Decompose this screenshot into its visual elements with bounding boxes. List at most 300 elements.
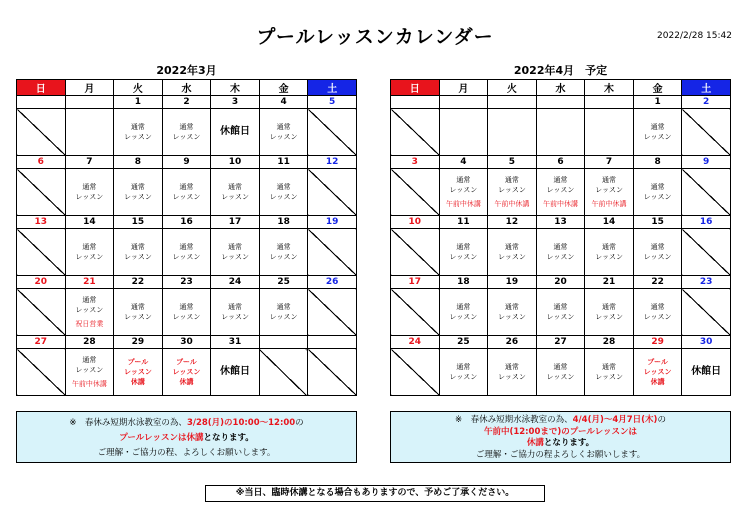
day-cell (391, 349, 440, 396)
day-cell (259, 349, 308, 396)
day-cell (259, 289, 308, 336)
notice-highlight: プールレッスンは休講 (119, 433, 204, 443)
lesson-label: 通常 (456, 243, 471, 251)
week-day-numbers (391, 276, 731, 289)
week-content (391, 289, 731, 336)
lesson-label: 通常 (179, 183, 194, 191)
day-cell (259, 169, 308, 216)
lesson-label: 通常 (602, 243, 617, 251)
march-calendar (16, 64, 357, 396)
day-number: 2 (162, 96, 211, 109)
day-number: 7 (65, 156, 114, 169)
lesson-label: 通常 (82, 243, 97, 251)
cell-note: 午前中休講 (542, 200, 578, 208)
day-cell (17, 289, 66, 336)
lesson-label: レッスン (643, 368, 672, 376)
lesson-label: レッスン (269, 253, 298, 261)
lesson-label: レッスン (449, 253, 478, 261)
lesson-label: レッスン (595, 373, 623, 381)
week-content (17, 289, 357, 336)
week-content (391, 349, 731, 396)
week-day-numbers (391, 156, 731, 169)
lesson-label: レッスン (172, 253, 201, 261)
notice-line: ご理解・ご協力の程よろしくお願いします。 (475, 449, 646, 460)
day-cell (439, 289, 488, 336)
lesson-label: レッスン (221, 193, 249, 201)
lesson-label: 通常 (456, 303, 471, 311)
notice-line (17, 431, 356, 446)
lesson-label: レッスン (643, 193, 672, 201)
day-cell (391, 109, 440, 156)
day-cell (17, 109, 66, 156)
lesson-label: レッスン (269, 313, 298, 321)
day-number: 4 (259, 96, 308, 109)
weekday-sat: 土 (308, 80, 357, 96)
lesson-label: 通常 (602, 363, 617, 371)
lesson-label: 通常 (179, 243, 194, 251)
week-content (391, 109, 731, 156)
cell-note: 祝日営業 (75, 320, 104, 328)
day-number: 26 (488, 336, 537, 349)
day-number (259, 336, 308, 349)
april-title: 2022年4月 予定 (513, 64, 608, 77)
march-title: 2022年3月 (156, 64, 217, 77)
day-number: 20 (17, 276, 66, 289)
day-cell (391, 229, 440, 276)
day-number: 3 (211, 96, 260, 109)
day-number (391, 96, 440, 109)
lesson-label: レッスン (75, 306, 104, 314)
day-number: 25 (439, 336, 488, 349)
notice-text: となります。 (203, 433, 254, 443)
day-number: 29 (114, 336, 163, 349)
lesson-label: 通常 (553, 176, 568, 184)
day-number: 17 (391, 276, 440, 289)
day-cell (114, 289, 163, 336)
page-title: プールレッスンカレンダー (256, 26, 494, 48)
lesson-label: 通常 (276, 243, 291, 251)
day-number: 2 (682, 96, 731, 109)
lesson-label: レッスン (269, 133, 298, 141)
lesson-label: レッスン (546, 313, 575, 321)
lesson-label: レッスン (643, 253, 672, 261)
lesson-label: 通常 (650, 183, 665, 191)
day-cell (114, 109, 163, 156)
weekday-thu: 木 (585, 80, 634, 96)
day-number (585, 96, 634, 109)
lesson-label: プール (647, 358, 668, 366)
lesson-label: レッスン (449, 373, 478, 381)
lesson-label: 通常 (553, 363, 568, 371)
day-number: 27 (536, 336, 585, 349)
lesson-label: 休講 (179, 378, 194, 386)
day-number: 18 (439, 276, 488, 289)
weekday-thu: 木 (211, 80, 260, 96)
day-cell (114, 349, 163, 396)
day-cell (391, 169, 440, 216)
day-number: 17 (211, 216, 260, 229)
day-number: 19 (488, 276, 537, 289)
lesson-label: レッスン (172, 368, 201, 376)
day-cell (633, 289, 682, 336)
lesson-label: レッスン (75, 193, 104, 201)
notice-line (17, 416, 356, 431)
lesson-label: レッスン (172, 313, 201, 321)
day-number: 22 (114, 276, 163, 289)
day-cell (259, 229, 308, 276)
day-cell (488, 169, 537, 216)
day-cell (633, 349, 682, 396)
day-number: 8 (114, 156, 163, 169)
lesson-label: 休講 (130, 378, 145, 386)
day-cell (65, 229, 114, 276)
day-number: 24 (211, 276, 260, 289)
notice-text: となります。 (543, 438, 595, 448)
lesson-label: 通常 (228, 303, 243, 311)
day-number: 27 (17, 336, 66, 349)
day-number: 26 (308, 276, 357, 289)
week-day-numbers (17, 216, 357, 229)
day-cell (585, 289, 634, 336)
lesson-label: 通常 (504, 303, 519, 311)
day-cell (211, 109, 260, 156)
day-cell (682, 169, 731, 216)
day-number: 11 (439, 216, 488, 229)
day-number: 22 (633, 276, 682, 289)
notice-text: の (295, 418, 304, 428)
lesson-label: 通常 (650, 303, 665, 311)
weekday-header (17, 80, 357, 96)
day-cell (162, 169, 211, 216)
day-number: 12 (488, 216, 537, 229)
lesson-label: レッスン (595, 313, 623, 321)
day-cell (17, 349, 66, 396)
day-cell (114, 229, 163, 276)
lesson-label: レッスン (172, 193, 201, 201)
day-number: 1 (114, 96, 163, 109)
lesson-label: 通常 (82, 356, 97, 364)
day-cell (536, 349, 585, 396)
day-cell (162, 349, 211, 396)
lesson-label: レッスン (497, 373, 526, 381)
week-content (391, 229, 731, 276)
lesson-label: レッスン (643, 313, 672, 321)
day-number: 25 (259, 276, 308, 289)
day-number: 6 (536, 156, 585, 169)
cell-note: 午前中休講 (71, 380, 107, 388)
day-cell (585, 109, 634, 156)
day-number (17, 96, 66, 109)
day-cell (488, 229, 537, 276)
lesson-label: レッスン (123, 193, 152, 201)
day-number: 4 (439, 156, 488, 169)
april-table (390, 79, 731, 396)
day-number (65, 96, 114, 109)
lesson-label: 休講 (650, 378, 665, 386)
day-number: 6 (17, 156, 66, 169)
day-number (308, 336, 357, 349)
lesson-label: レッスン (546, 186, 575, 194)
day-number: 1 (633, 96, 682, 109)
lesson-label: 通常 (456, 363, 471, 371)
lesson-label: 通常 (130, 303, 145, 311)
day-cell (536, 169, 585, 216)
day-cell (536, 229, 585, 276)
day-cell (65, 349, 114, 396)
lesson-label: レッスン (221, 313, 249, 321)
day-cell (633, 109, 682, 156)
lesson-label: 通常 (228, 243, 243, 251)
day-number: 14 (65, 216, 114, 229)
cell-note: 午前中休講 (494, 200, 530, 208)
day-cell (211, 229, 260, 276)
day-number: 30 (682, 336, 731, 349)
week-day-numbers (17, 96, 357, 109)
lesson-label: 通常 (179, 303, 194, 311)
lesson-label: 通常 (553, 303, 568, 311)
lesson-label: 通常 (504, 363, 519, 371)
lesson-label: 通常 (504, 176, 519, 184)
day-number: 28 (65, 336, 114, 349)
cell-note: 午前中休講 (445, 200, 481, 208)
day-number: 23 (682, 276, 731, 289)
notice-line (391, 438, 730, 450)
day-cell (682, 229, 731, 276)
day-cell (439, 229, 488, 276)
day-number: 9 (162, 156, 211, 169)
lesson-label: プール (176, 358, 197, 366)
march-weeks (17, 96, 357, 396)
weekday-mon: 月 (439, 80, 488, 96)
week-day-numbers (17, 336, 357, 349)
lesson-label: レッスン (595, 253, 623, 261)
day-number: 28 (585, 336, 634, 349)
lesson-label: 通常 (456, 176, 471, 184)
day-cell (488, 289, 537, 336)
day-number: 13 (536, 216, 585, 229)
day-cell (488, 349, 537, 396)
day-number: 10 (211, 156, 260, 169)
week-day-numbers (17, 276, 357, 289)
weekday-tue: 火 (488, 80, 537, 96)
day-number: 11 (259, 156, 308, 169)
day-number: 30 (162, 336, 211, 349)
day-cell (211, 169, 260, 216)
lesson-label: 通常 (82, 296, 97, 304)
weekday-mon: 月 (65, 80, 114, 96)
week-day-numbers (391, 96, 731, 109)
day-number: 21 (585, 276, 634, 289)
day-cell (259, 109, 308, 156)
timestamp: 2022/2/28 15:42 (657, 31, 732, 41)
day-cell (211, 289, 260, 336)
notice-text: の (657, 415, 666, 425)
week-content (17, 169, 357, 216)
week-day-numbers (391, 336, 731, 349)
lesson-label: 通常 (650, 243, 665, 251)
lesson-label: 通常 (179, 123, 194, 131)
day-number: 18 (259, 216, 308, 229)
closed-label: 休館日 (691, 366, 722, 377)
notice-date: 3/28(月)の10:00～12:00 (186, 418, 296, 428)
day-cell (308, 289, 357, 336)
week-content (17, 349, 357, 396)
day-cell (308, 349, 357, 396)
day-cell (536, 109, 585, 156)
notice-text: ※ 春休み短期水泳教室の為、 (455, 415, 573, 425)
day-cell (682, 349, 731, 396)
lesson-label: 通常 (82, 183, 97, 191)
notice-line (391, 415, 730, 427)
lesson-label: レッスン (643, 133, 672, 141)
day-cell (308, 229, 357, 276)
day-cell (114, 169, 163, 216)
weekday-fri: 金 (633, 80, 682, 96)
day-cell (211, 349, 260, 396)
day-number: 23 (162, 276, 211, 289)
march-notice (16, 411, 357, 463)
day-cell (65, 109, 114, 156)
weekday-fri: 金 (259, 80, 308, 96)
lesson-label: レッスン (123, 368, 152, 376)
lesson-label: レッスン (546, 373, 575, 381)
day-cell (162, 289, 211, 336)
lesson-label: レッスン (449, 186, 478, 194)
week-content (391, 169, 731, 216)
day-number: 12 (308, 156, 357, 169)
closed-label: 休館日 (220, 366, 251, 377)
day-cell (585, 229, 634, 276)
day-number: 16 (682, 216, 731, 229)
lesson-label: 通常 (276, 303, 291, 311)
day-cell (682, 109, 731, 156)
day-cell (439, 109, 488, 156)
lesson-label: 通常 (130, 243, 145, 251)
lesson-label: 通常 (602, 303, 617, 311)
day-number: 7 (585, 156, 634, 169)
day-cell (308, 169, 357, 216)
lesson-label: レッスン (497, 253, 526, 261)
lesson-label: レッスン (75, 366, 104, 374)
week-day-numbers (17, 156, 357, 169)
day-cell (162, 109, 211, 156)
day-number: 14 (585, 216, 634, 229)
day-number: 5 (488, 156, 537, 169)
lesson-label: 通常 (130, 123, 145, 131)
week-content (17, 229, 357, 276)
notice-text: ※ 春休み短期水泳教室の為、 (69, 418, 187, 428)
lesson-label: レッスン (123, 253, 152, 261)
notice-highlight: 休講 (526, 438, 544, 448)
notice-highlight: 午前中(12:00まで)のプールレッスンは (483, 426, 638, 437)
day-number: 5 (308, 96, 357, 109)
day-cell (65, 169, 114, 216)
day-cell (585, 169, 634, 216)
weekday-sun: 日 (391, 80, 440, 96)
cell-note: 午前中休講 (591, 200, 627, 208)
day-cell (536, 289, 585, 336)
day-cell (439, 349, 488, 396)
day-cell (633, 169, 682, 216)
day-number: 31 (211, 336, 260, 349)
day-number: 19 (308, 216, 357, 229)
weekday-wed: 水 (536, 80, 585, 96)
day-number: 16 (162, 216, 211, 229)
lesson-label: プール (127, 358, 149, 366)
week-content (17, 109, 357, 156)
day-number: 20 (536, 276, 585, 289)
day-number: 10 (391, 216, 440, 229)
weekday-tue: 火 (114, 80, 163, 96)
notice-date: 4/4(月)～4月7日(木) (572, 415, 658, 425)
day-number: 29 (633, 336, 682, 349)
day-number: 8 (633, 156, 682, 169)
lesson-label: レッスン (172, 133, 201, 141)
day-number: 21 (65, 276, 114, 289)
april-calendar (390, 64, 731, 396)
day-number: 15 (633, 216, 682, 229)
day-cell (391, 289, 440, 336)
day-cell (439, 169, 488, 216)
lesson-label: 通常 (602, 176, 617, 184)
lesson-label: レッスン (546, 253, 575, 261)
day-cell (633, 229, 682, 276)
day-cell (17, 169, 66, 216)
march-table (16, 79, 357, 396)
lesson-label: レッスン (269, 193, 298, 201)
day-number (536, 96, 585, 109)
week-day-numbers (391, 216, 731, 229)
day-cell (488, 109, 537, 156)
lesson-label: レッスン (497, 313, 526, 321)
lesson-label: 通常 (504, 243, 519, 251)
lesson-label: レッスン (75, 253, 104, 261)
lesson-label: 通常 (276, 183, 291, 191)
day-cell (162, 229, 211, 276)
lesson-label: レッスン (221, 253, 249, 261)
weekday-sat: 土 (682, 80, 731, 96)
day-number: 15 (114, 216, 163, 229)
april-weeks (391, 96, 731, 396)
lesson-label: 通常 (553, 243, 568, 251)
lesson-label: レッスン (497, 186, 526, 194)
day-number: 9 (682, 156, 731, 169)
day-number: 3 (391, 156, 440, 169)
day-cell (585, 349, 634, 396)
closed-label: 休館日 (220, 126, 251, 137)
lesson-label: 通常 (130, 183, 145, 191)
weekday-header (391, 80, 731, 96)
notice-line: ご理解・ご協力の程、よろしくお願いします。 (97, 448, 276, 458)
day-cell (17, 229, 66, 276)
lesson-label: レッスン (449, 313, 478, 321)
lesson-label: レッスン (123, 133, 152, 141)
day-cell (682, 289, 731, 336)
day-cell (308, 109, 357, 156)
day-cell (65, 289, 114, 336)
weekday-wed: 水 (162, 80, 211, 96)
day-number: 24 (391, 336, 440, 349)
lesson-label: 通常 (650, 123, 665, 131)
lesson-label: レッスン (595, 186, 623, 194)
weekday-sun: 日 (17, 80, 66, 96)
day-number: 13 (17, 216, 66, 229)
lesson-label: レッスン (123, 313, 152, 321)
day-number (488, 96, 537, 109)
day-number (439, 96, 488, 109)
lesson-label: 通常 (228, 183, 243, 191)
footer-notice: ※当日、臨時休講となる場合もありますので、予めご了承ください。 (205, 485, 545, 502)
